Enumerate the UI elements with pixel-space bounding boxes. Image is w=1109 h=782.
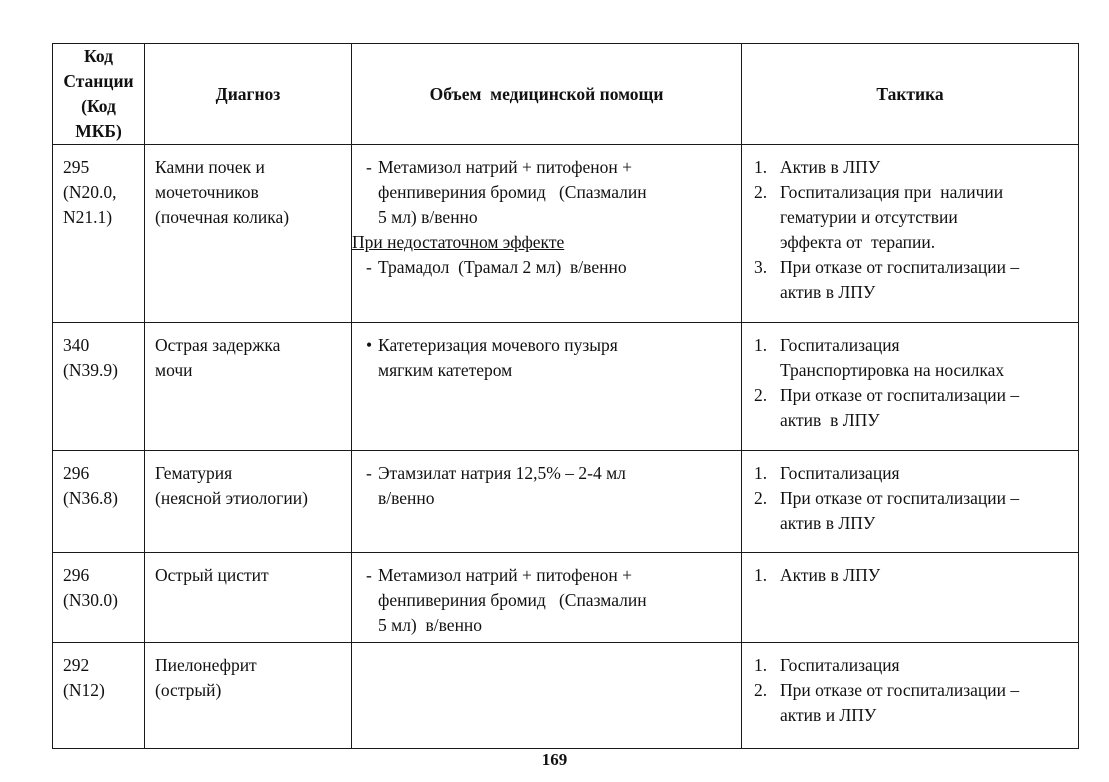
station-code-line: 295 — [63, 157, 90, 177]
station-code-cell — [53, 553, 145, 643]
item-text — [378, 461, 626, 511]
item-number: 2. — [754, 488, 768, 508]
item-text — [780, 678, 1019, 728]
item-line: в/венно — [378, 488, 435, 508]
item-line: 5 мл) в/венно — [378, 615, 483, 635]
item-line: Актив в ЛПУ — [780, 157, 881, 177]
tactics-cell — [742, 553, 1079, 643]
diagnosis-line: Острая задержка — [155, 335, 281, 355]
diagnosis-line: (неясной этиологии) — [155, 488, 308, 508]
dash-item — [366, 461, 735, 511]
diagnosis-cell — [145, 323, 352, 451]
tactics-cell — [742, 643, 1079, 749]
item-line: Госпитализация — [780, 655, 900, 675]
station-code-cell — [53, 643, 145, 749]
station-code-line: 296 — [63, 565, 90, 585]
dash-marker: - — [366, 257, 372, 277]
item-line: Госпитализация при наличии — [780, 182, 1004, 202]
item-number: 2. — [754, 680, 768, 700]
table-row — [53, 643, 1079, 749]
header-tactics: Тактика — [742, 44, 1079, 145]
care-volume-cell — [352, 553, 742, 643]
item-line: эффекта от терапии. — [780, 232, 936, 252]
header-volume: Объем медицинской помощи — [352, 44, 742, 145]
item-text — [780, 461, 900, 486]
item-line: гематурии и отсутствии — [780, 207, 958, 227]
diagnosis-line: Гематурия — [155, 463, 233, 483]
care-volume-cell — [352, 451, 742, 553]
item-number: 2. — [754, 385, 768, 405]
diagnosis-cell — [145, 553, 352, 643]
item-line: При отказе от госпитализации – — [780, 488, 1020, 508]
item-line: мягким катетером — [378, 360, 513, 380]
subheading-insufficient-effect: При недостаточном эффекте — [352, 232, 565, 252]
item-number: 1. — [754, 655, 768, 675]
item-line: Трамадол (Трамал 2 мл) в/венно — [378, 257, 627, 277]
numbered-item — [754, 383, 1072, 433]
care-volume-cell — [352, 145, 742, 323]
item-number: 2. — [754, 182, 768, 202]
item-text — [780, 155, 880, 180]
item-text — [780, 333, 1004, 383]
header-code-line: МКБ) — [75, 121, 122, 141]
numbered-item — [754, 461, 1072, 486]
diagnosis-line: мочеточников — [155, 182, 259, 202]
item-line: Транспортировка на носилках — [780, 360, 1005, 380]
item-line: Госпитализация — [780, 463, 900, 483]
item-text — [780, 180, 1003, 255]
station-code-line: (N30.0) — [63, 590, 118, 610]
diagnosis-line: Камни почек и — [155, 157, 265, 177]
diagnosis-line: (острый) — [155, 680, 222, 700]
numbered-item — [754, 180, 1072, 255]
tactics-cell — [742, 451, 1079, 553]
numbered-item — [754, 678, 1072, 728]
station-code-line: N21.1) — [63, 207, 113, 227]
numbered-item — [754, 333, 1072, 383]
item-line: Метамизол натрий + питофенон + — [378, 157, 632, 177]
header-code-line: Станции — [63, 71, 134, 91]
numbered-item — [754, 155, 1072, 180]
item-text — [378, 155, 647, 230]
dash-marker: - — [366, 463, 372, 483]
diagnosis-cell — [145, 145, 352, 323]
item-number: 1. — [754, 157, 768, 177]
dash-item — [366, 563, 735, 638]
care-volume-cell — [352, 323, 742, 451]
header-code-line: (Код — [81, 96, 116, 116]
item-line: фенпивериния бромид (Спазмалин — [378, 590, 647, 610]
header-row — [53, 44, 1079, 145]
diagnosis-cell — [145, 643, 352, 749]
item-text — [780, 563, 880, 588]
item-line: При отказе от госпитализации – — [780, 385, 1020, 405]
numbered-item — [754, 486, 1072, 536]
station-code-line: (N12) — [63, 680, 105, 700]
tactics-cell — [742, 323, 1079, 451]
item-line: фенпивериния бромид (Спазмалин — [378, 182, 647, 202]
item-text — [378, 563, 647, 638]
item-line: Госпитализация — [780, 335, 900, 355]
item-line: 5 мл) в/венно — [378, 207, 478, 227]
item-line: При отказе от госпитализации – — [780, 680, 1020, 700]
item-line: актив и ЛПУ — [780, 705, 877, 725]
header-code — [53, 44, 145, 145]
dash-marker: - — [366, 157, 372, 177]
numbered-item — [754, 653, 1072, 678]
station-code-cell — [53, 145, 145, 323]
item-text — [378, 255, 627, 280]
item-line: актив в ЛПУ — [780, 282, 876, 302]
item-line: Метамизол натрий + питофенон + — [378, 565, 632, 585]
item-text — [378, 333, 618, 383]
item-text — [780, 653, 900, 678]
table-row — [53, 323, 1079, 451]
station-code-line: 340 — [63, 335, 90, 355]
table-row — [53, 451, 1079, 553]
item-line: Катетеризация мочевого пузыря — [378, 335, 618, 355]
header-code-line: Код — [84, 46, 113, 66]
station-code-line: (N20.0, — [63, 182, 117, 202]
table-row — [53, 145, 1079, 323]
diagnosis-line: (почечная колика) — [155, 207, 290, 227]
bullet-marker: • — [366, 335, 373, 355]
numbered-item — [754, 563, 1072, 588]
dash-item — [366, 155, 735, 230]
dash-marker: - — [366, 565, 372, 585]
item-line: актив в ЛПУ — [780, 410, 880, 430]
diagnosis-line: Острый цистит — [155, 565, 269, 585]
numbered-item — [754, 255, 1072, 305]
care-volume-cell — [352, 643, 742, 749]
item-number: 3. — [754, 257, 768, 277]
header-diagnosis: Диагноз — [145, 44, 352, 145]
medical-tactics-table — [52, 43, 1079, 749]
item-number: 1. — [754, 463, 768, 483]
tactics-cell — [742, 145, 1079, 323]
bullet-item — [366, 333, 735, 383]
station-code-line: (N36.8) — [63, 488, 118, 508]
station-code-cell — [53, 323, 145, 451]
dash-item — [366, 255, 735, 280]
station-code-line: 292 — [63, 655, 90, 675]
diagnosis-cell — [145, 451, 352, 553]
table-row — [53, 553, 1079, 643]
item-line: Актив в ЛПУ — [780, 565, 881, 585]
station-code-cell — [53, 451, 145, 553]
diagnosis-line: мочи — [155, 360, 193, 380]
item-line: Этамзилат натрия 12,5% – 2-4 мл — [378, 463, 626, 483]
item-number: 1. — [754, 565, 768, 585]
diagnosis-line: Пиелонефрит — [155, 655, 257, 675]
station-code-line: (N39.9) — [63, 360, 118, 380]
item-text — [780, 383, 1019, 433]
item-text — [780, 486, 1019, 536]
item-line: актив в ЛПУ — [780, 513, 876, 533]
item-number: 1. — [754, 335, 768, 355]
item-line: При отказе от госпитализации – — [780, 257, 1020, 277]
item-text — [780, 255, 1019, 305]
station-code-line: 296 — [63, 463, 90, 483]
page-number: 169 — [541, 750, 568, 769]
